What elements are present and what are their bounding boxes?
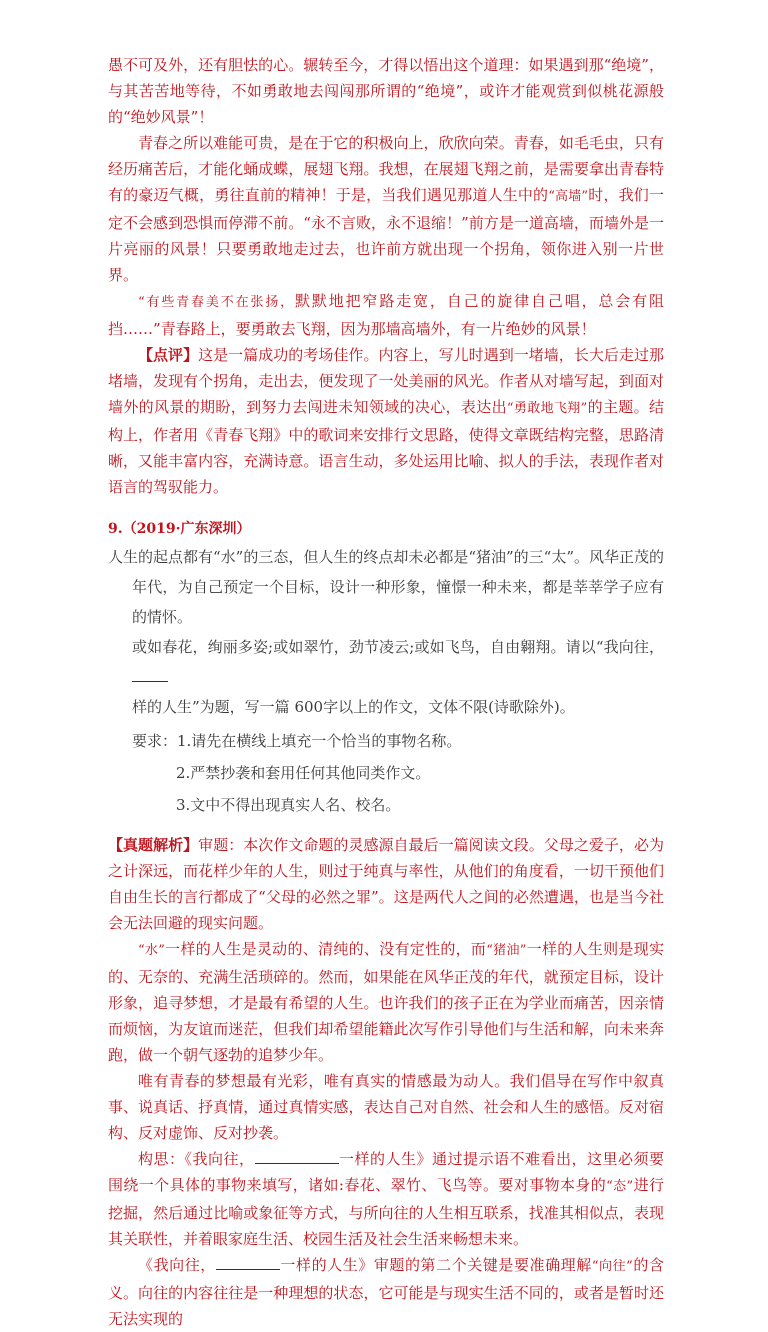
quote-text: “态”	[606, 1179, 634, 1194]
essay-paragraph-1	[108, 52, 664, 130]
question-block	[108, 516, 664, 818]
analysis-text: 审题：本次作文命题的灵感源自最后一篇阅读文段。父母之爱子，必为之计深远，而花样少年的人生，则过于纯真与率性，从他们的角度看，一切干预他们自由生长的言行都成了“父母的必然之罪”。这是两代人之间的必然遭遇，也是当今社会无法回避的现实问题。	[108, 836, 664, 932]
analysis-label: 【真题解析】	[108, 836, 199, 854]
comment-text: 的主题。结构上，作者用《青春飞翔》中的歌词来安排行文思路，使得文章既结构完整，思路清晰，又能丰富内容，充满诗意。语言生动，多处运用比喻、拟人的手法，表现作者对语言的驾驭能力。	[108, 398, 664, 496]
requirement-2: 2.严禁抄袭和套用任何其他同类作文。	[176, 764, 431, 782]
analysis-text: 一样的人生是灵动的、清纯的、没有定性的，而	[164, 940, 487, 958]
analysis-text: 一样的人生则是现实的、无奈的、充满生活琐碎的。然而，如果能在风华正茂的年代，就预定目标，设计形象，追寻梦想，才是最有希望的人生。也许我们的孩子正在为学业而痛苦，因亲情而烦恼，为友谊而迷茫，但我们却希望能籍此次写作引导他们与生活和解，向未来奔跑，做一个朝气逐勃的追梦少年。	[108, 940, 664, 1064]
comment-text: 这是一篇成功的考场佳作。内容上，写儿时遇到一堵墙，长大后走过那堵墙，发现有个拐角，走出去，便发现了一处美丽的风光。作者从对墙写起，到面对墙外的风景的期盼，到努力去闯进未知领域的决心，表达出	[108, 346, 664, 416]
analysis-text: 构思：《我向往，	[138, 1150, 255, 1168]
analysis-text: 的含义。向往的内容往往是一种理想的状态，它可能是与现实生活不同的，或者是暂时还无法实现的	[108, 1256, 664, 1328]
answer-blank	[216, 1255, 280, 1270]
requirement-1: 要求：1.请先在横线上填充一个恰当的事物名称。	[132, 732, 462, 750]
quote-text: “向往”	[591, 1259, 633, 1274]
quote-text: “水”	[138, 943, 165, 958]
analysis-text: 进行挖掘，然后通过比喻或象征等方式，与所向往的人生相互联系，找准其相似点，表现其关联性，并着眼家庭生活、校园生活及社会生活来畅想未来。	[108, 1176, 664, 1248]
essay-paragraph-3	[108, 288, 664, 342]
quote-text: “高墙”	[548, 189, 589, 204]
analysis-paragraph-5	[108, 1252, 664, 1332]
essay-paragraph-2	[108, 130, 664, 288]
analysis-paragraph-2	[108, 936, 664, 1068]
answer-blank	[132, 667, 168, 682]
analysis-paragraph-1	[108, 832, 664, 936]
question-heading: 9.（2019·广东深圳）	[108, 521, 251, 537]
question-line-2: 年代，为自己预定一个目标，设计一种形象，憧憬一种未来，都是莘莘学子应有的情怀。	[132, 578, 664, 626]
analysis-text: 一样的人生》审题的第二个关键是要准确理解	[279, 1256, 592, 1274]
question-line-1: 人生的起点都有“水”的三态，但人生的终点却未必都是“猪油”的三“太”。风华正茂的	[108, 548, 665, 566]
essay-text: 青春之所以难能可贵，是在于它的积极向上，欣欣向荣。青春，如毛毛虫，只有经历痛苦后，才能化蛹成蝶，展翅飞翔。我想，在展翅飞翔之前，是需要拿出青春特有的豪迈气概，勇往直前的精神！于是，当我们遇见那道人生中的	[108, 134, 664, 204]
analysis-block	[108, 832, 664, 1332]
essay-text: 时，我们一定不会感到恐惧而停滞不前。“永不言败，永不退缩！”前方是一道高墙，而墙外是一片亮丽的风景！只要勇敢地走过去，也许前方就出现一个拐角，领你进入别一片世界。	[108, 186, 664, 284]
analysis-text: 《我向往，	[138, 1256, 216, 1274]
analysis-paragraph-4	[108, 1146, 664, 1252]
answer-blank	[255, 1149, 339, 1164]
analysis-paragraph-3: 唯有青春的梦想最有光彩，唯有真实的情感最为动人。我们倡导在写作中叙真事、说真话、抒真情，通过真情实感，表达自己对自然、社会和人生的感悟。反对宿构、反对虚饰、反对抄袭。	[108, 1072, 664, 1142]
analysis-text: 一样的人生》通过提示语不难看出，这里必须要围绕一个具体的事物来填写，诸如:春花、翠竹、飞鸟等。要对事物本身的	[108, 1150, 664, 1194]
requirement-3: 3.文中不得出现真实人名、校名。	[176, 796, 401, 814]
comment-label: 【点评】	[138, 346, 199, 364]
question-line-4: 样的人生”为题，写一篇 600字以上的作文，文体不限(诗歌除外)。	[132, 698, 575, 716]
quote-text: “有些青春美不在张扬，	[138, 295, 296, 310]
question-text: 或如春花，绚丽多姿;或如翠竹，劲节凌云;或如飞鸟，自由翱翔。请以“我向往，	[132, 638, 664, 656]
quote-text: “勇敢地飞翔”	[506, 401, 588, 416]
document-page	[108, 52, 664, 1332]
quote-text: “猪油”	[486, 943, 527, 958]
essay-text: 愚不可及外，还有胆怯的心。辗转至今，才得以悟出这个道理：如果遇到那“绝境”，与其苦苦地等待，不如勇敢地去闯闯那所谓的“绝境”，或许才能观赏到似桃花源般的“绝妙风景”！	[108, 56, 664, 126]
essay-comment	[108, 342, 664, 500]
essay-text: 默默地把窄路走宽，自己的旋律自己唱，总会有阻挡……”青春路上，要勇敢去飞翔，因为那墙高墙外，有一片绝妙的风景！	[108, 292, 664, 338]
question-line-3	[108, 632, 664, 692]
